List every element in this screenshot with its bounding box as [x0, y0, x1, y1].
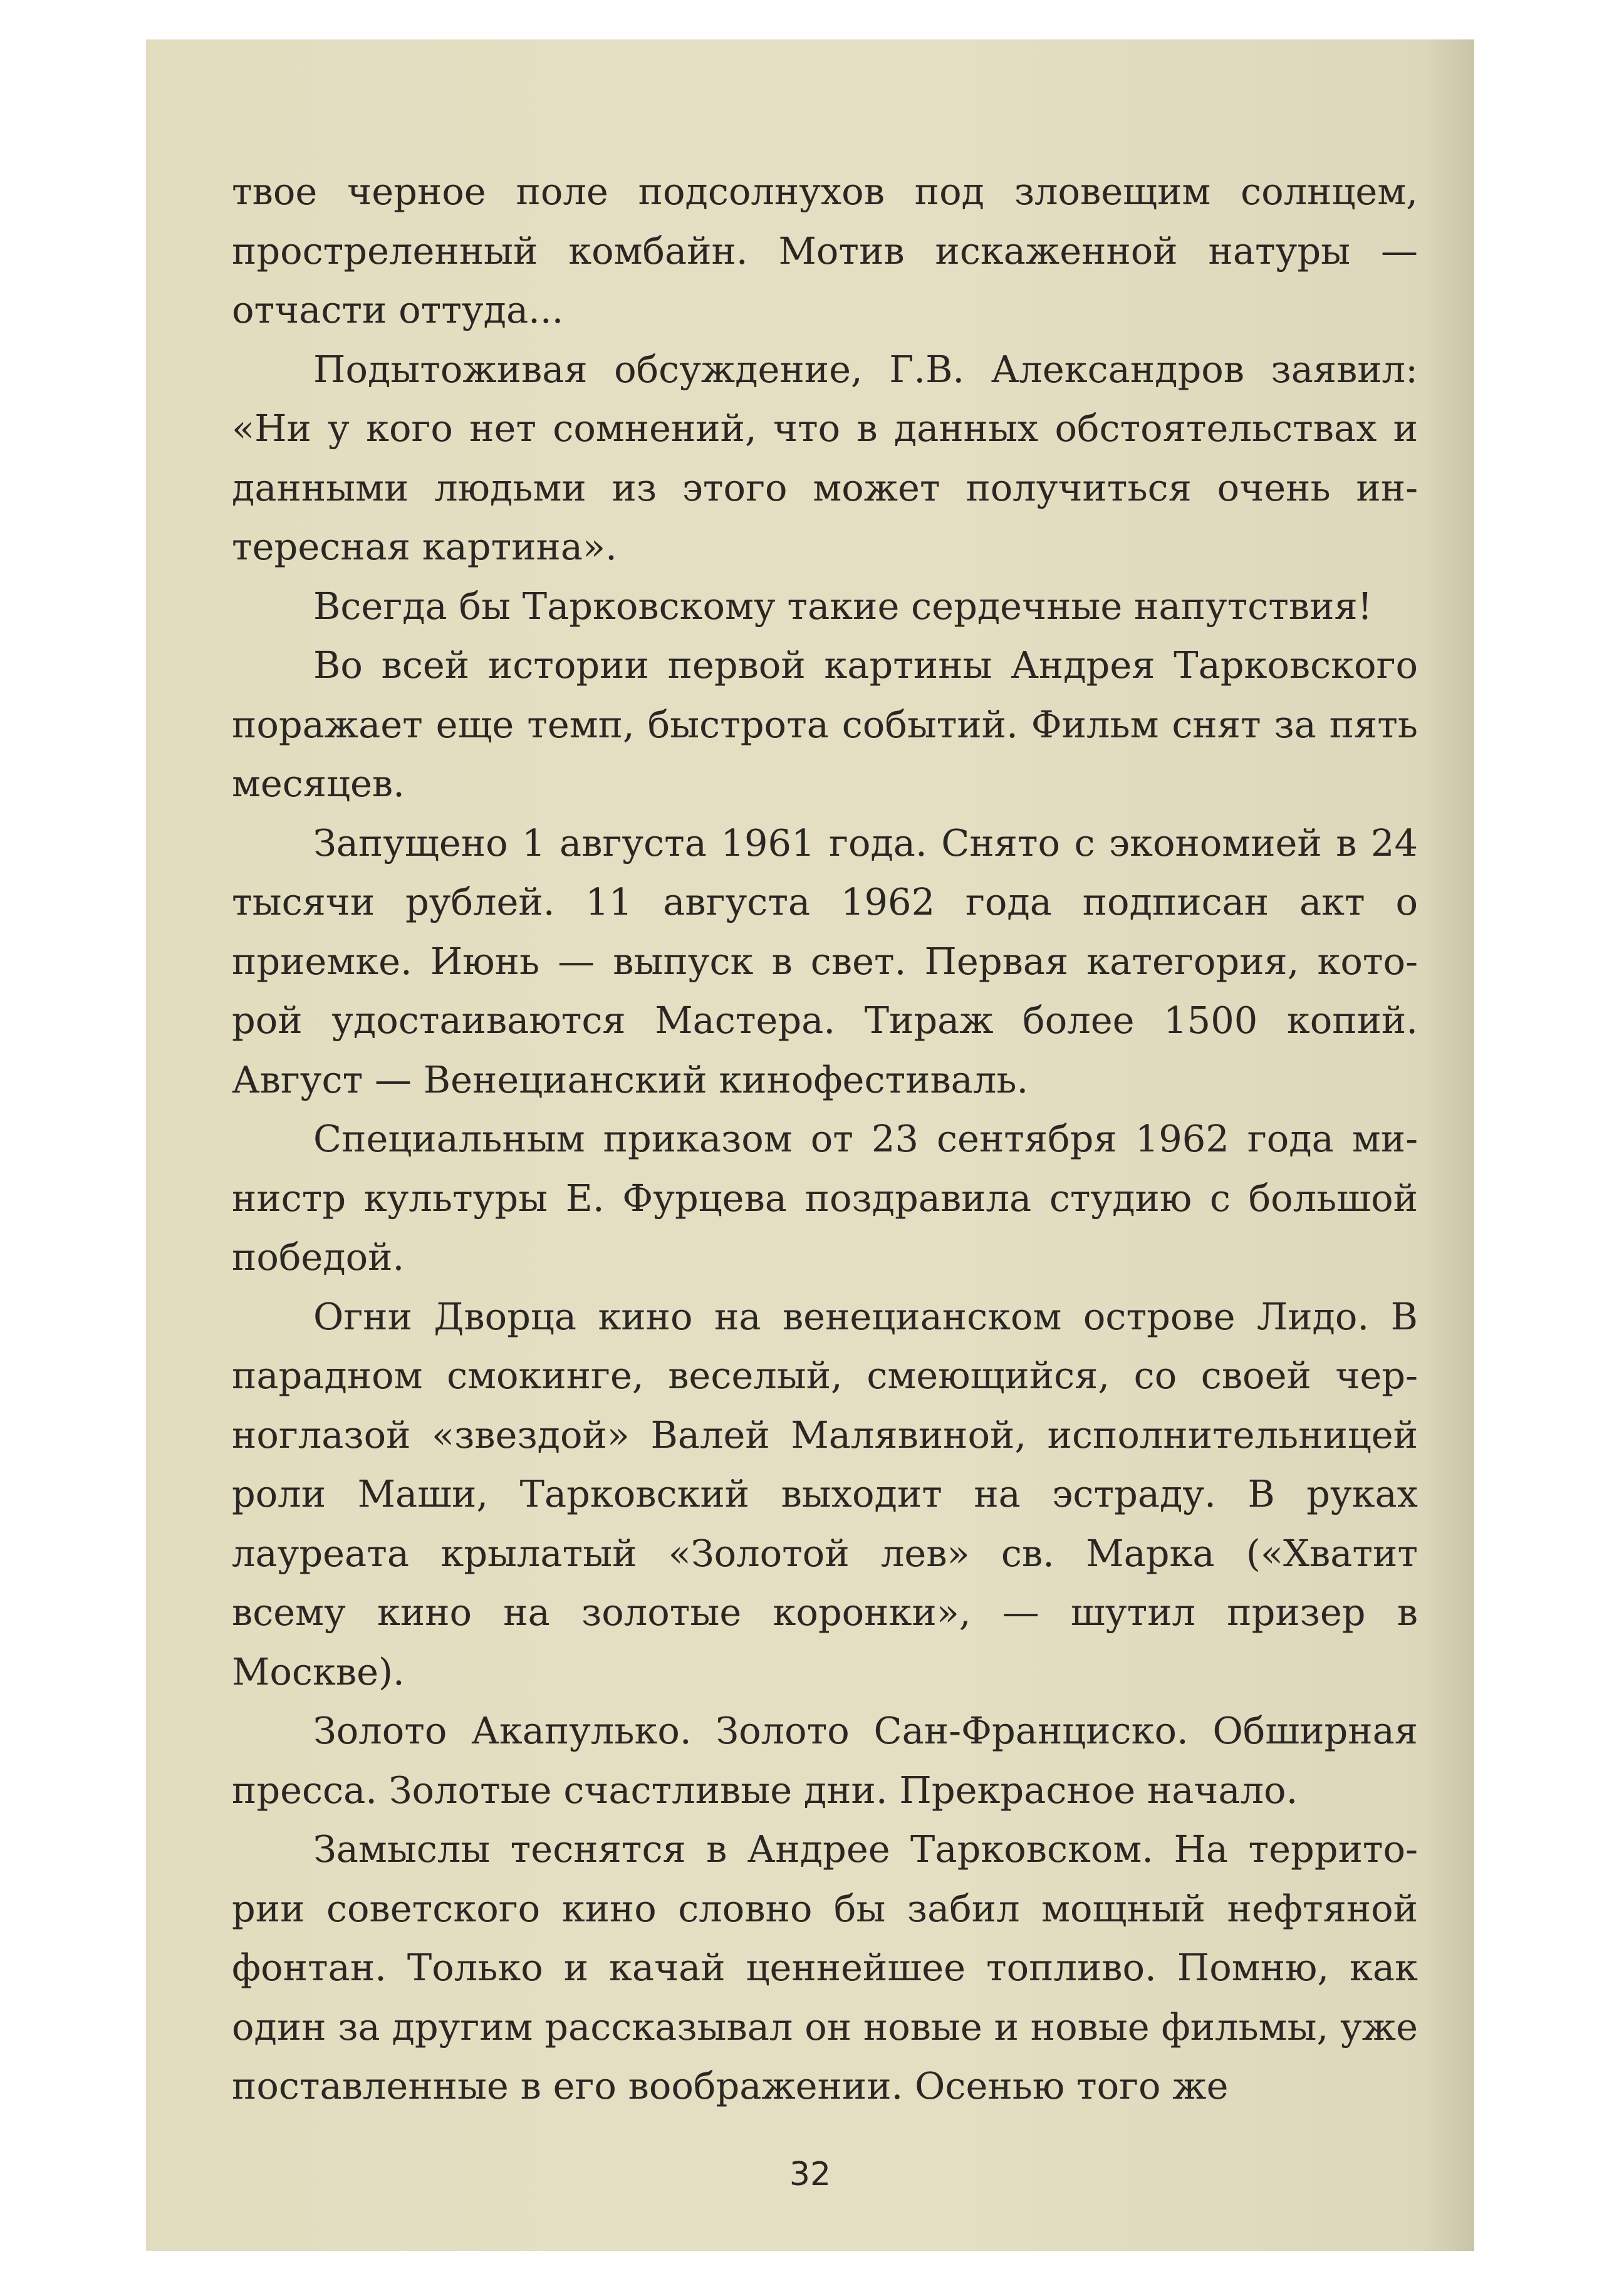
paragraph-1: твое черное поле подсолнухов под зловещим солнцем, простреленный комбайн. Мотив искаженной натуры — отчасти оттуда... [232, 170, 1418, 331]
page-number: 32 [789, 2156, 831, 2193]
paragraph-7: Огни Дворца кино на венецианском острове Лидо. В парадном смокинге, веселый, смеющийся, со своей черноглазой «звездой» Валей Малявиной, исполнительницей роли Маши, Тарковский выходит на эстраду. В руках лауреата крылатый «Золотой лев» св. Марка («Хватит всему кино на золотые коронки», — шутил призер в Москве). [232, 1294, 1418, 1693]
paragraph-8: Золото Акапулько. Золото Сан-Франциско. Обширная пресса. Золотые счастливые дни. Прекрасное начало. [232, 1709, 1418, 1812]
paragraph-9: Замыслы теснятся в Андрее Тарковском. На территории советского кино словно бы забил мощный нефтяной фонтан. Только и качай ценнейшее топливо. Помню, как один за другим рассказывал он новые и новые фильмы, уже поставленные в его воображении. Осенью того же [232, 1827, 1418, 2107]
paragraph-3: Всегда бы Тарковскому такие сердечные напутствия! [313, 584, 1373, 628]
paragraph-2: Подытоживая обсуждение, Г.В. Александров заявил: «Ни у кого нет сомнений, что в данных обстоятельствах и данными людьми из этого может получиться очень интересная картина». [232, 347, 1418, 568]
paragraph-6: Специальным приказом от 23 сентября 1962 года министр культуры Е. Фурцева поздравила студию с большой победой. [232, 1117, 1418, 1279]
paragraph-5: Запущено 1 августа 1961 года. Снято с экономией в 24 тысячи рублей. 11 августа 1962 года подписан акт о приемке. Июнь — выпуск в свет. Первая категория, которой удостаиваются Мастера. Тираж более 1500 копий. Август — Венецианский кинофестиваль. [232, 821, 1418, 1101]
book-page [146, 39, 1474, 2251]
body-text [232, 162, 1418, 2116]
paragraph-4: Во всей истории первой картины Андрея Тарковского поражает еще темп, быстрота событий. Фильм снят за пять месяцев. [232, 643, 1418, 805]
